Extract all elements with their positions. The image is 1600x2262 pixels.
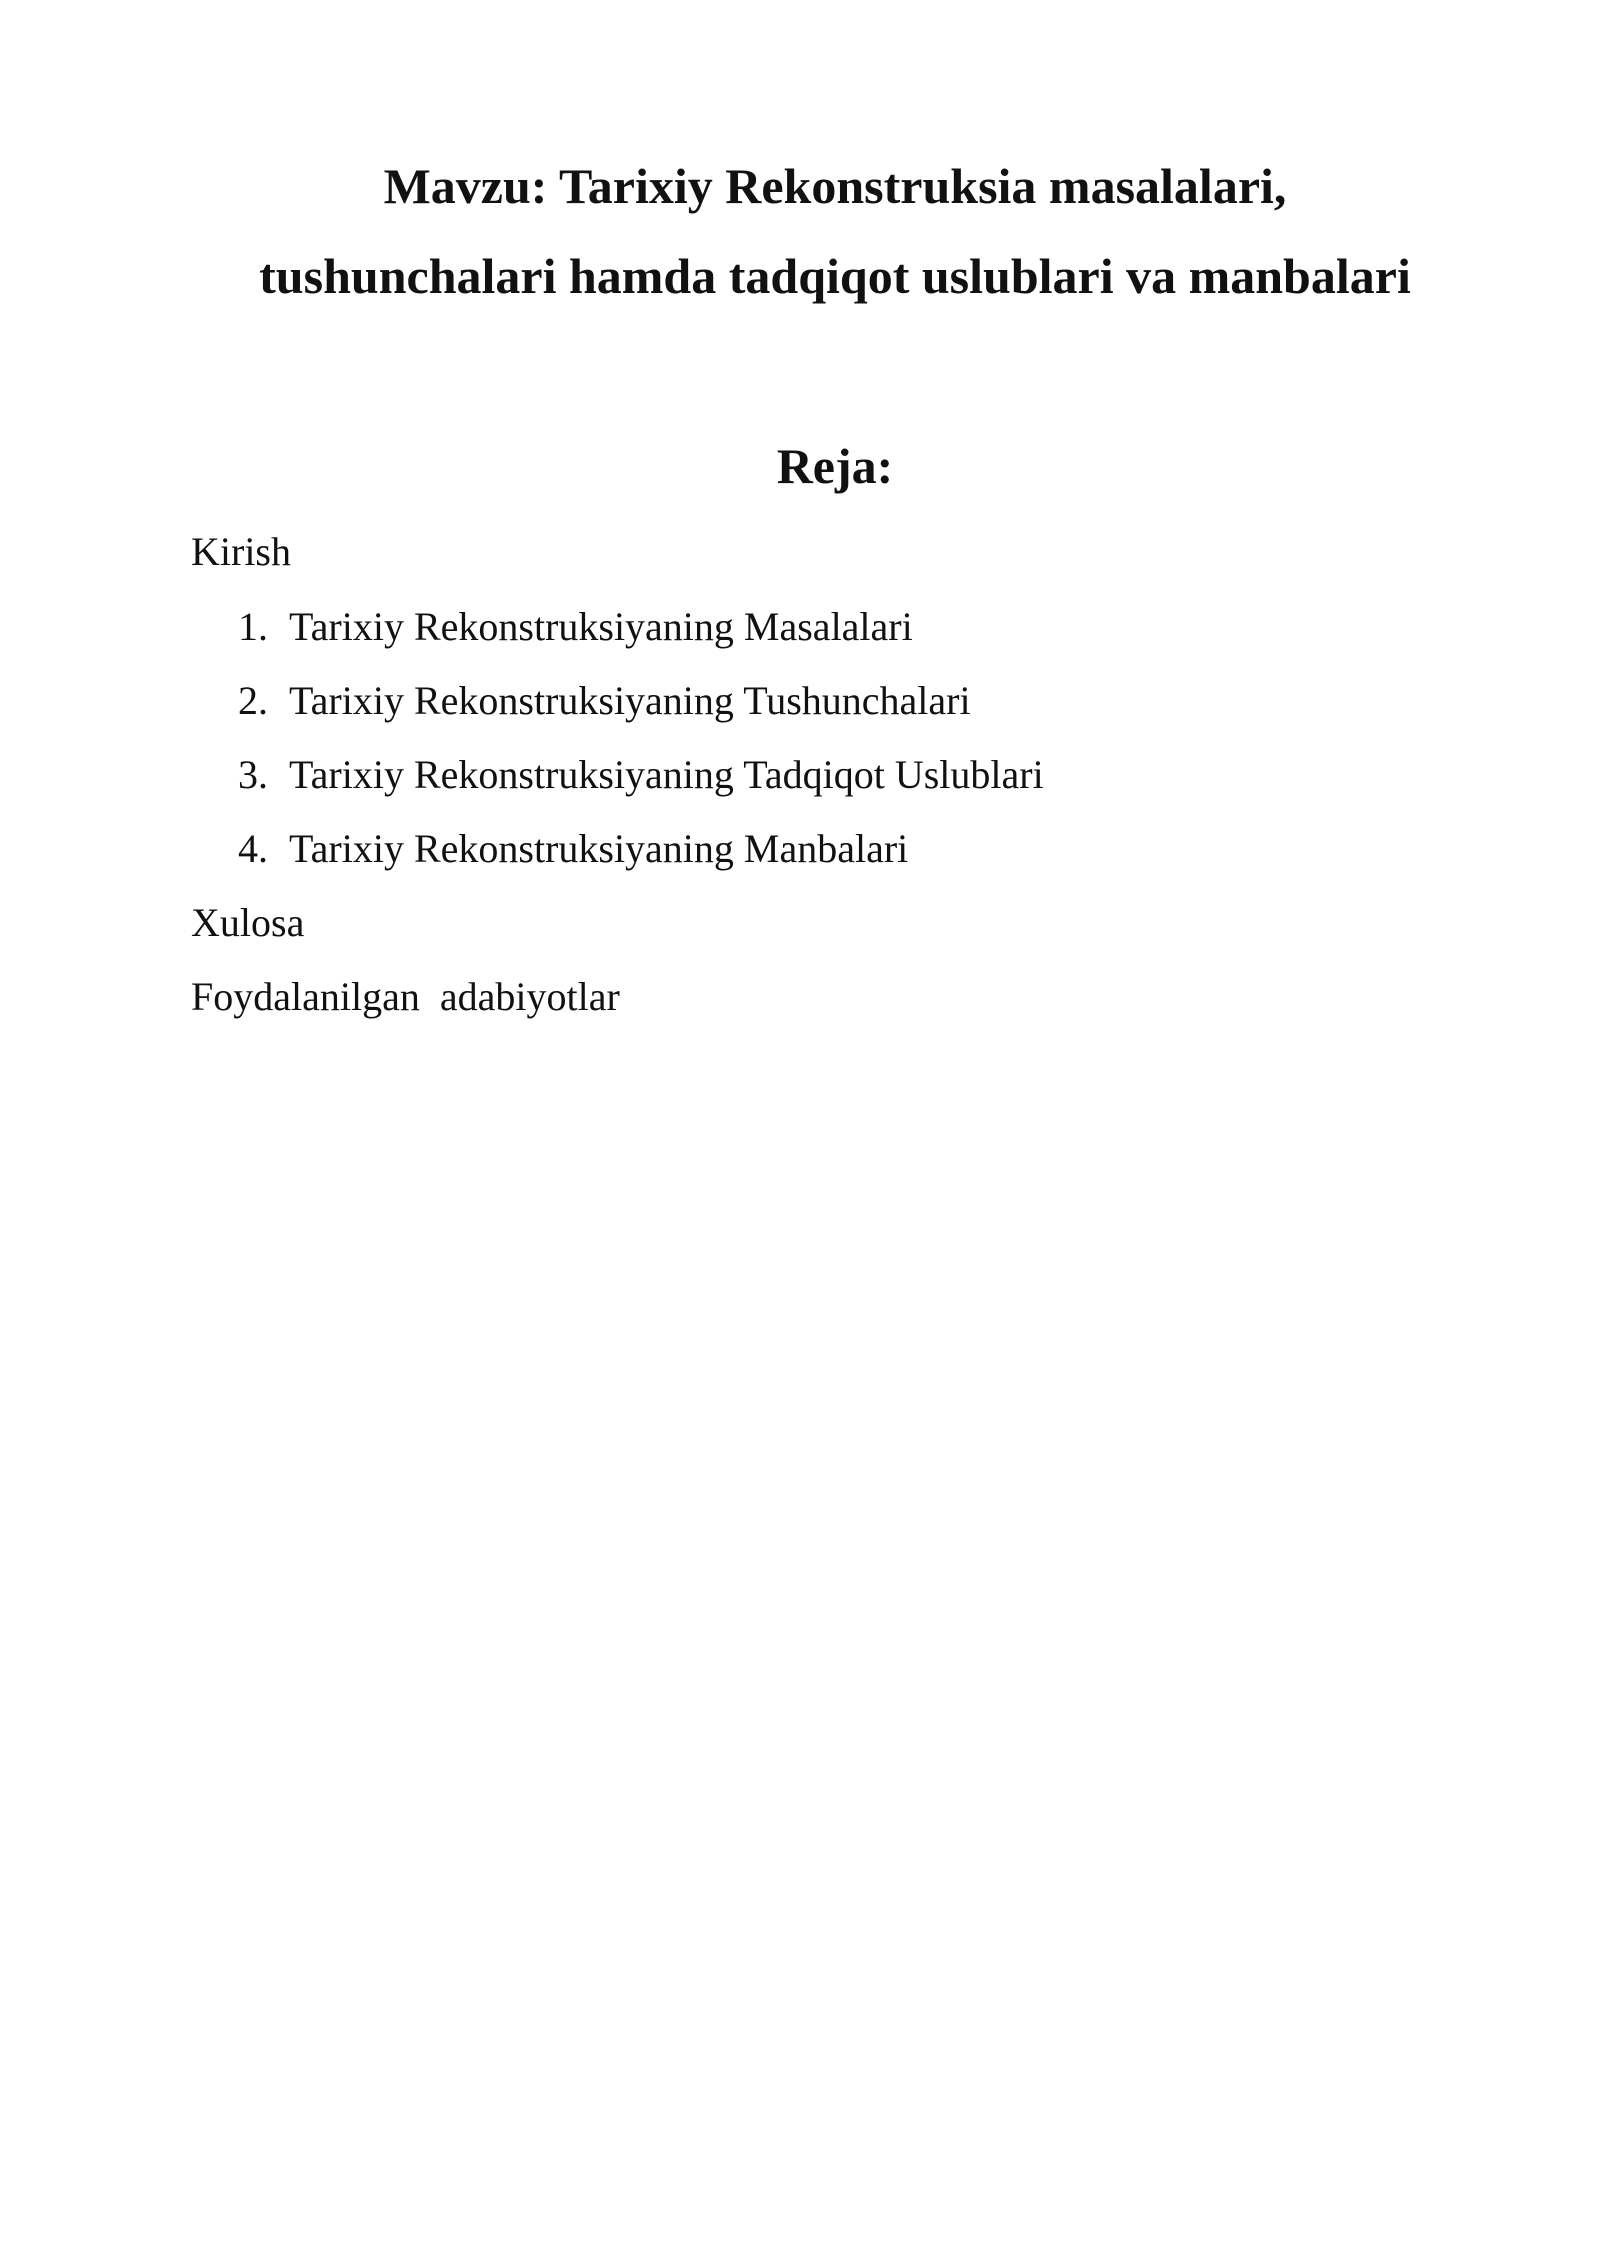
list-item-text: Tarixiy Rekonstruksiyaning Tadqiqot Uslublari bbox=[289, 752, 1044, 797]
plan-heading: Reja: bbox=[776, 438, 894, 494]
list-item-text: Tarixiy Rekonstruksiyaning Tushunchalari bbox=[289, 678, 971, 723]
list-item-number: 1. bbox=[238, 604, 268, 649]
list-item-number: 4. bbox=[238, 826, 268, 871]
list-item-text: Tarixiy Rekonstruksiyaning Manbalari bbox=[289, 826, 909, 871]
plan-intro: Kirish bbox=[191, 529, 291, 574]
list-item-number: 2. bbox=[238, 678, 268, 723]
plan-references: Foydalanilgan adabiyotlar bbox=[191, 974, 620, 1019]
plan-conclusion: Xulosa bbox=[191, 900, 305, 945]
document-title-line-1: Mavzu: Tarixiy Rekonstruksia masalalari, bbox=[383, 158, 1287, 214]
document-title-line-2: tushunchalari hamda tadqiqot uslublari va manbalari bbox=[259, 248, 1411, 304]
list-item-text: Tarixiy Rekonstruksiyaning Masalalari bbox=[289, 604, 913, 649]
list-item-number: 3. bbox=[238, 752, 268, 797]
